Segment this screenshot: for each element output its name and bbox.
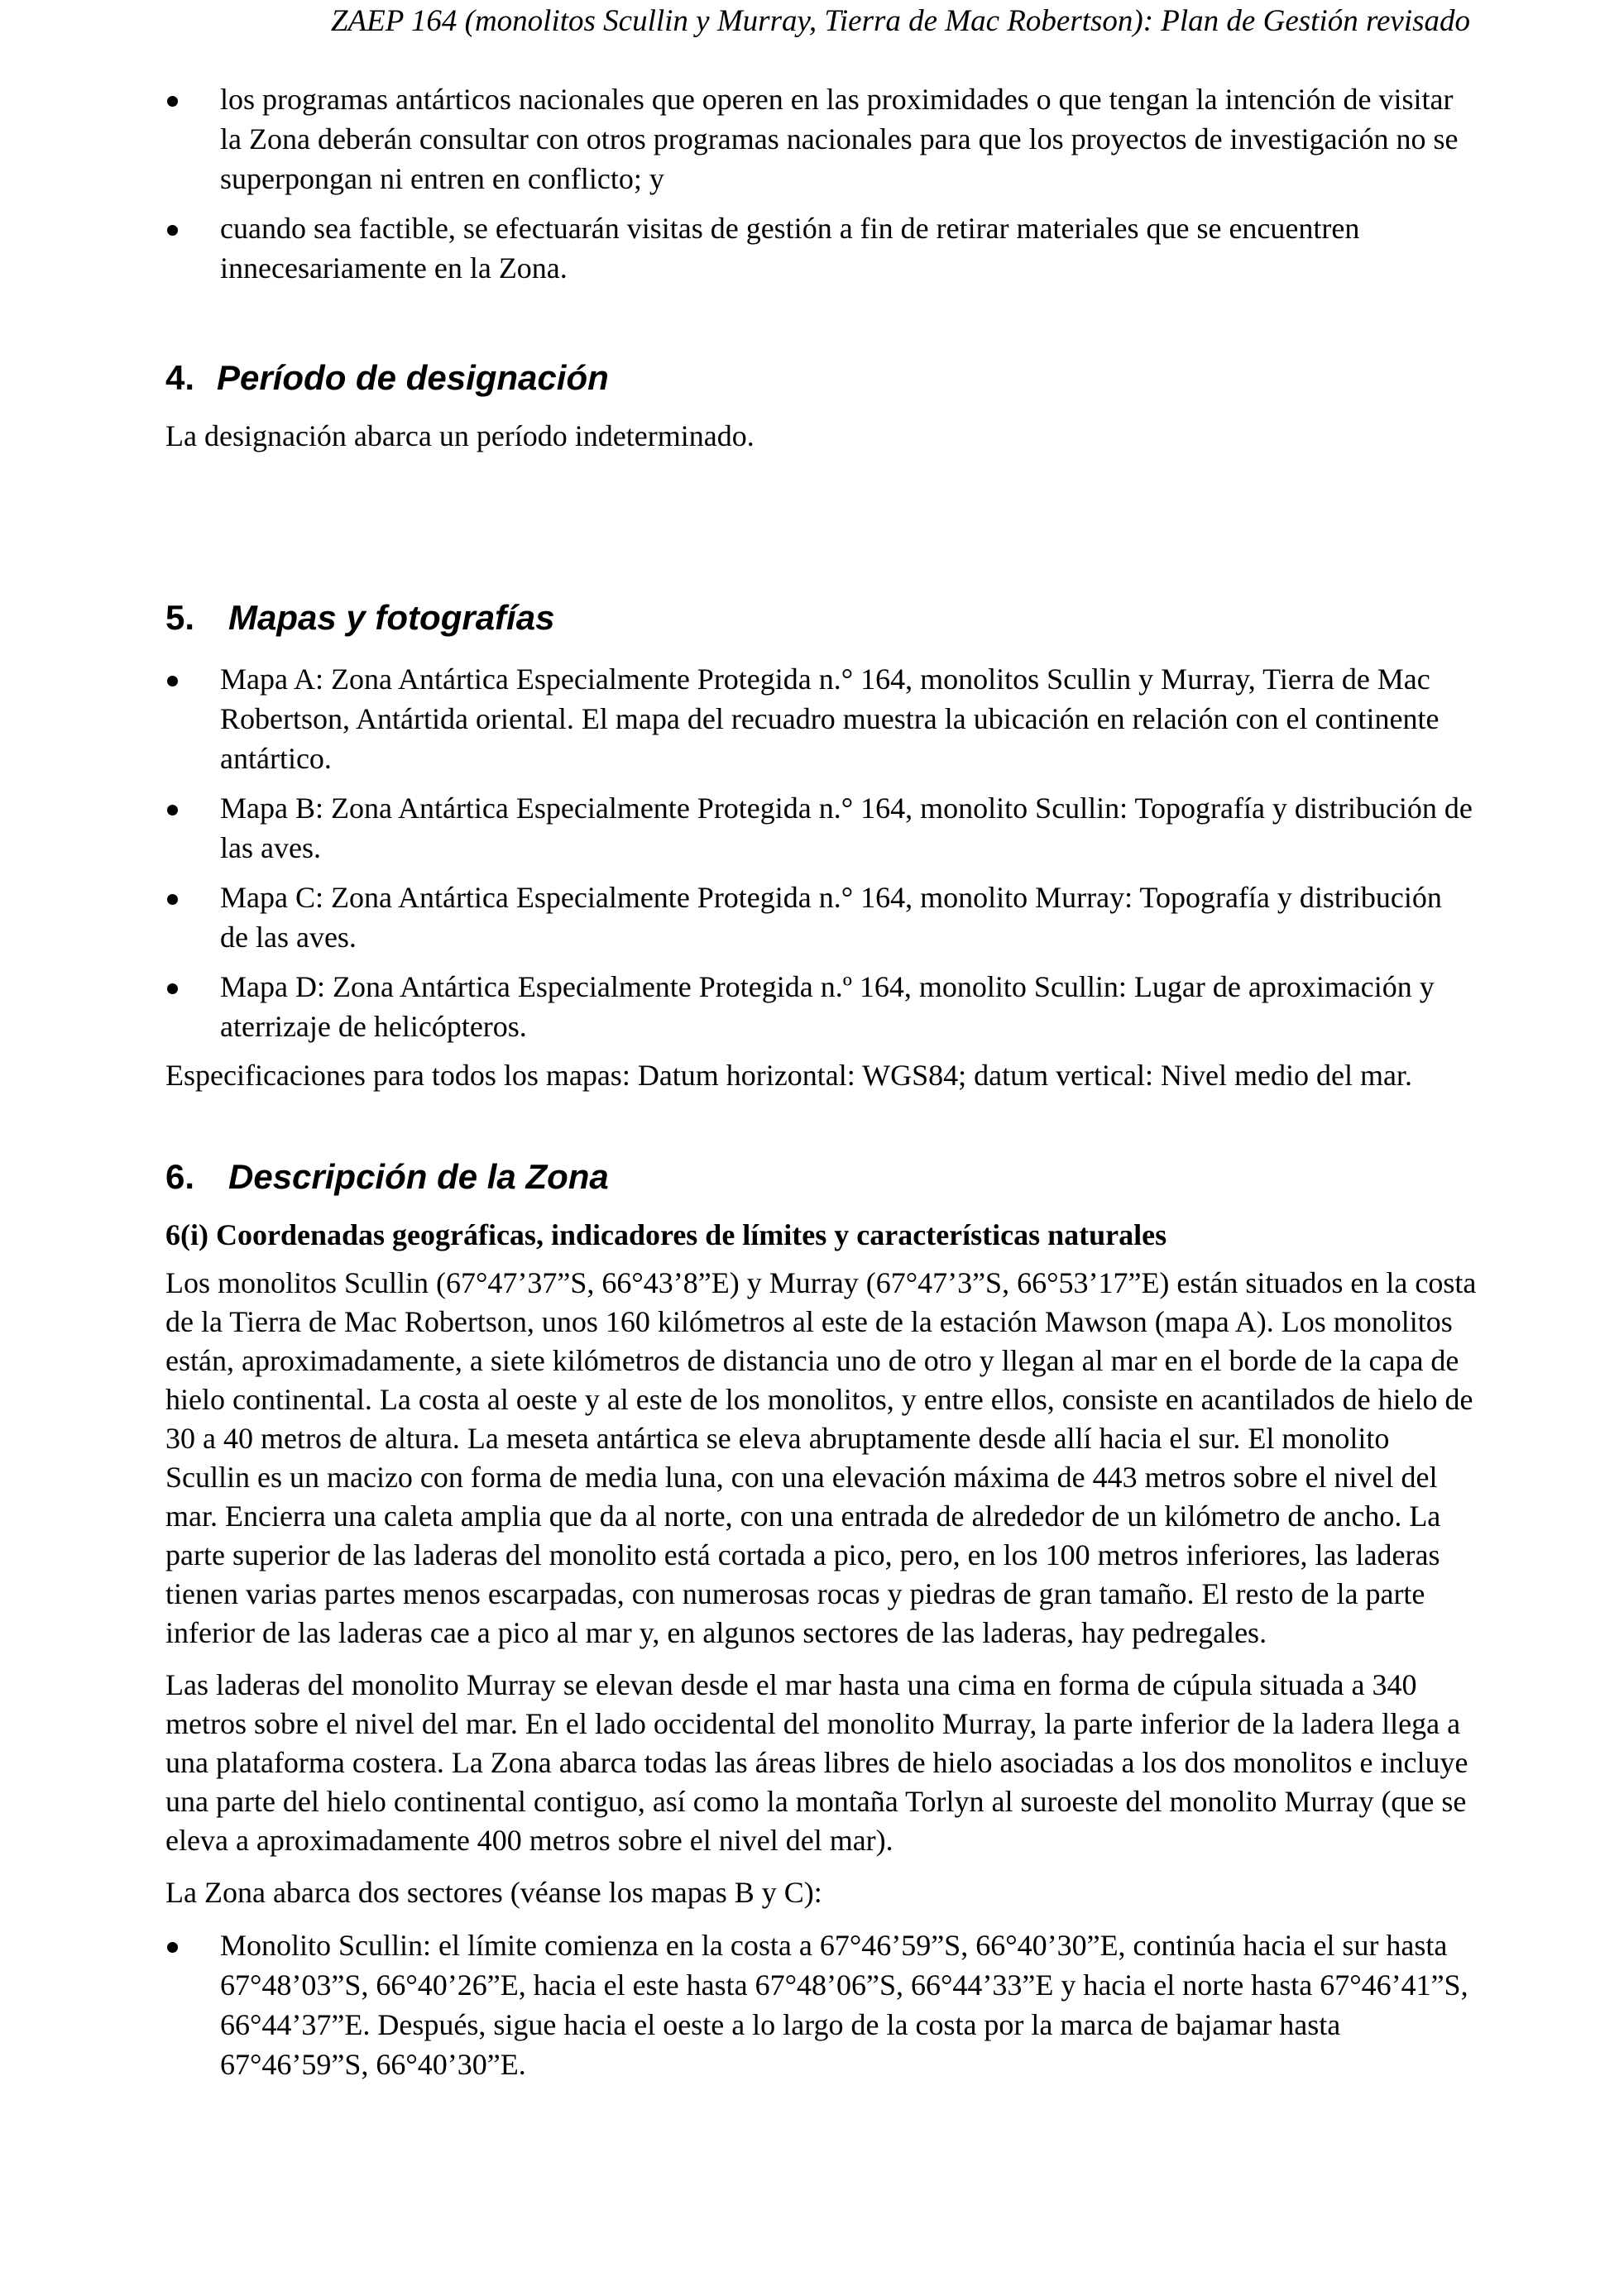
section-title: Mapas y fotografías <box>228 598 555 637</box>
sectors-bullet-list <box>165 1925 1477 2084</box>
bullet-icon <box>167 805 178 816</box>
bullet-text: cuando sea factible, se efectuarán visitas de gestión a fin de retirar materiales que se encuentren innecesariamente en la Zona. <box>220 212 1360 285</box>
list-item <box>165 1925 1477 2084</box>
document-body <box>165 79 1477 2094</box>
section-title: Período de designación <box>217 358 609 397</box>
section-title: Descripción de la Zona <box>228 1157 609 1196</box>
bullet-icon <box>167 983 178 994</box>
paragraph: Las laderas del monolito Murray se elevan desde el mar hasta una cima en forma de cúpula situada a 340 metros sobre el nivel del mar. En el lado occidental del monolito Murray, la parte inferior de la ladera llega a una plataforma costera. La Zona abarca todas las áreas libres de hielo asociadas a los dos monolitos e incluye una parte del hielo continental contiguo, así como la montaña Torlyn al suroeste del monolito Murray (que se eleva a aproximadamente 400 metros sobre el nivel del mar). <box>165 1668 1468 1857</box>
list-item <box>165 967 1477 1046</box>
paragraph: La Zona abarca dos sectores (véanse los mapas B y C): <box>165 1876 822 1909</box>
bullet-icon <box>167 96 178 107</box>
section-4-text: La designación abarca un período indeterminado. <box>165 419 755 452</box>
maps-bullet-list <box>165 659 1477 1046</box>
list-item <box>165 878 1477 957</box>
paragraph: Los monolitos Scullin (67°47’37”S, 66°43’8”E) y Murray (67°47’3”S, 66°53’17”E) están situados en la costa de la Tierra de Mac Robertson, unos 160 kilómetros al este de la estación Mawson (mapa A). Los monolitos están, aproximadamente, a siete kilómetros de distancia uno de otro y llegan al mar en el borde de la capa de hielo continental. La costa al oeste y al este de los monolitos, y entre ellos, consiste en acantilados de hielo de 30 a 40 metros de altura. La meseta antártica se eleva abruptamente desde allí hacia el sur. El monolito Scullin es un macizo con forma de media luna, con una elevación máxima de 443 metros sobre el nivel del mar. Encierra una caleta amplia que da al norte, con una entrada de alrededor de un kilómetro de ancho. La parte superior de las laderas del monolito está cortada a pico, pero, en los 100 metros inferiores, las laderas tienen varias partes menos escarpadas, con numerosas rocas y piedras de gran tamaño. El resto de la parte inferior de las laderas cae a pico al mar y, en algunos sectores de las laderas, hay pedregales. <box>165 1266 1477 1649</box>
bullet-text: Mapa B: Zona Antártica Especialmente Protegida n.° 164, monolito Scullin: Topografía y distribución de las aves. <box>220 792 1473 864</box>
intro-bullet-list <box>165 79 1477 288</box>
list-item <box>165 79 1477 199</box>
list-item <box>165 788 1477 868</box>
section-number: 4. <box>165 358 195 397</box>
bullet-text: Monolito Scullin: el límite comienza en la costa a 67°46’59”S, 66°40’30”E, continúa hacia el sur hasta 67°48’03”S, 66°40’26”E, hacia el este hasta 67°48’06”S, 66°44’33”E y hacia el norte hasta 67°46’41”S, 66°44’37”E. Después, sigue hacia el oeste a lo largo de la costa por la marca de bajamar hasta 67°46’59”S, 66°40’30”E. <box>220 1929 1468 2081</box>
list-item <box>165 659 1477 778</box>
section-number: 6. <box>165 1157 195 1196</box>
subsection-heading: 6(i) Coordenadas geográficas, indicadores de límites y características naturales <box>165 1218 1167 1251</box>
bullet-text: Mapa C: Zona Antártica Especialmente Protegida n.° 164, monolito Murray: Topografía y distribución de las aves. <box>220 881 1442 954</box>
list-item <box>165 208 1477 288</box>
bullet-text: los programas antárticos nacionales que operen en las proximidades o que tengan la intención de visitar la Zona deberán consultar con otros programas nacionales para que los proyectos de investigación no se superpongan ni entren en conflicto; y <box>220 83 1459 195</box>
bullet-icon <box>167 225 178 236</box>
running-header: ZAEP 164 (monolitos Scullin y Murray, Tierra de Mac Robertson): Plan de Gestión revisado <box>330 4 1470 38</box>
bullet-text: Mapa A: Zona Antártica Especialmente Protegida n.° 164, monolitos Scullin y Murray, Tierra de Mac Robertson, Antártida oriental. El mapa del recuadro muestra la ubicación en relación con el continente antártico. <box>220 662 1440 775</box>
bullet-icon <box>167 1942 178 1953</box>
section-number: 5. <box>165 598 195 637</box>
bullet-icon <box>167 676 178 686</box>
bullet-text: Mapa D: Zona Antártica Especialmente Protegida n.º 164, monolito Scullin: Lugar de aproximación y aterrizaje de helicópteros. <box>220 970 1435 1043</box>
maps-specifications: Especificaciones para todos los mapas: Datum horizontal: WGS84; datum vertical: Nivel medio del mar. <box>165 1059 1412 1092</box>
section-4-heading <box>165 357 1477 399</box>
bullet-icon <box>167 894 178 905</box>
section-6-heading <box>165 1156 1477 1198</box>
section-5-heading <box>165 597 1477 639</box>
